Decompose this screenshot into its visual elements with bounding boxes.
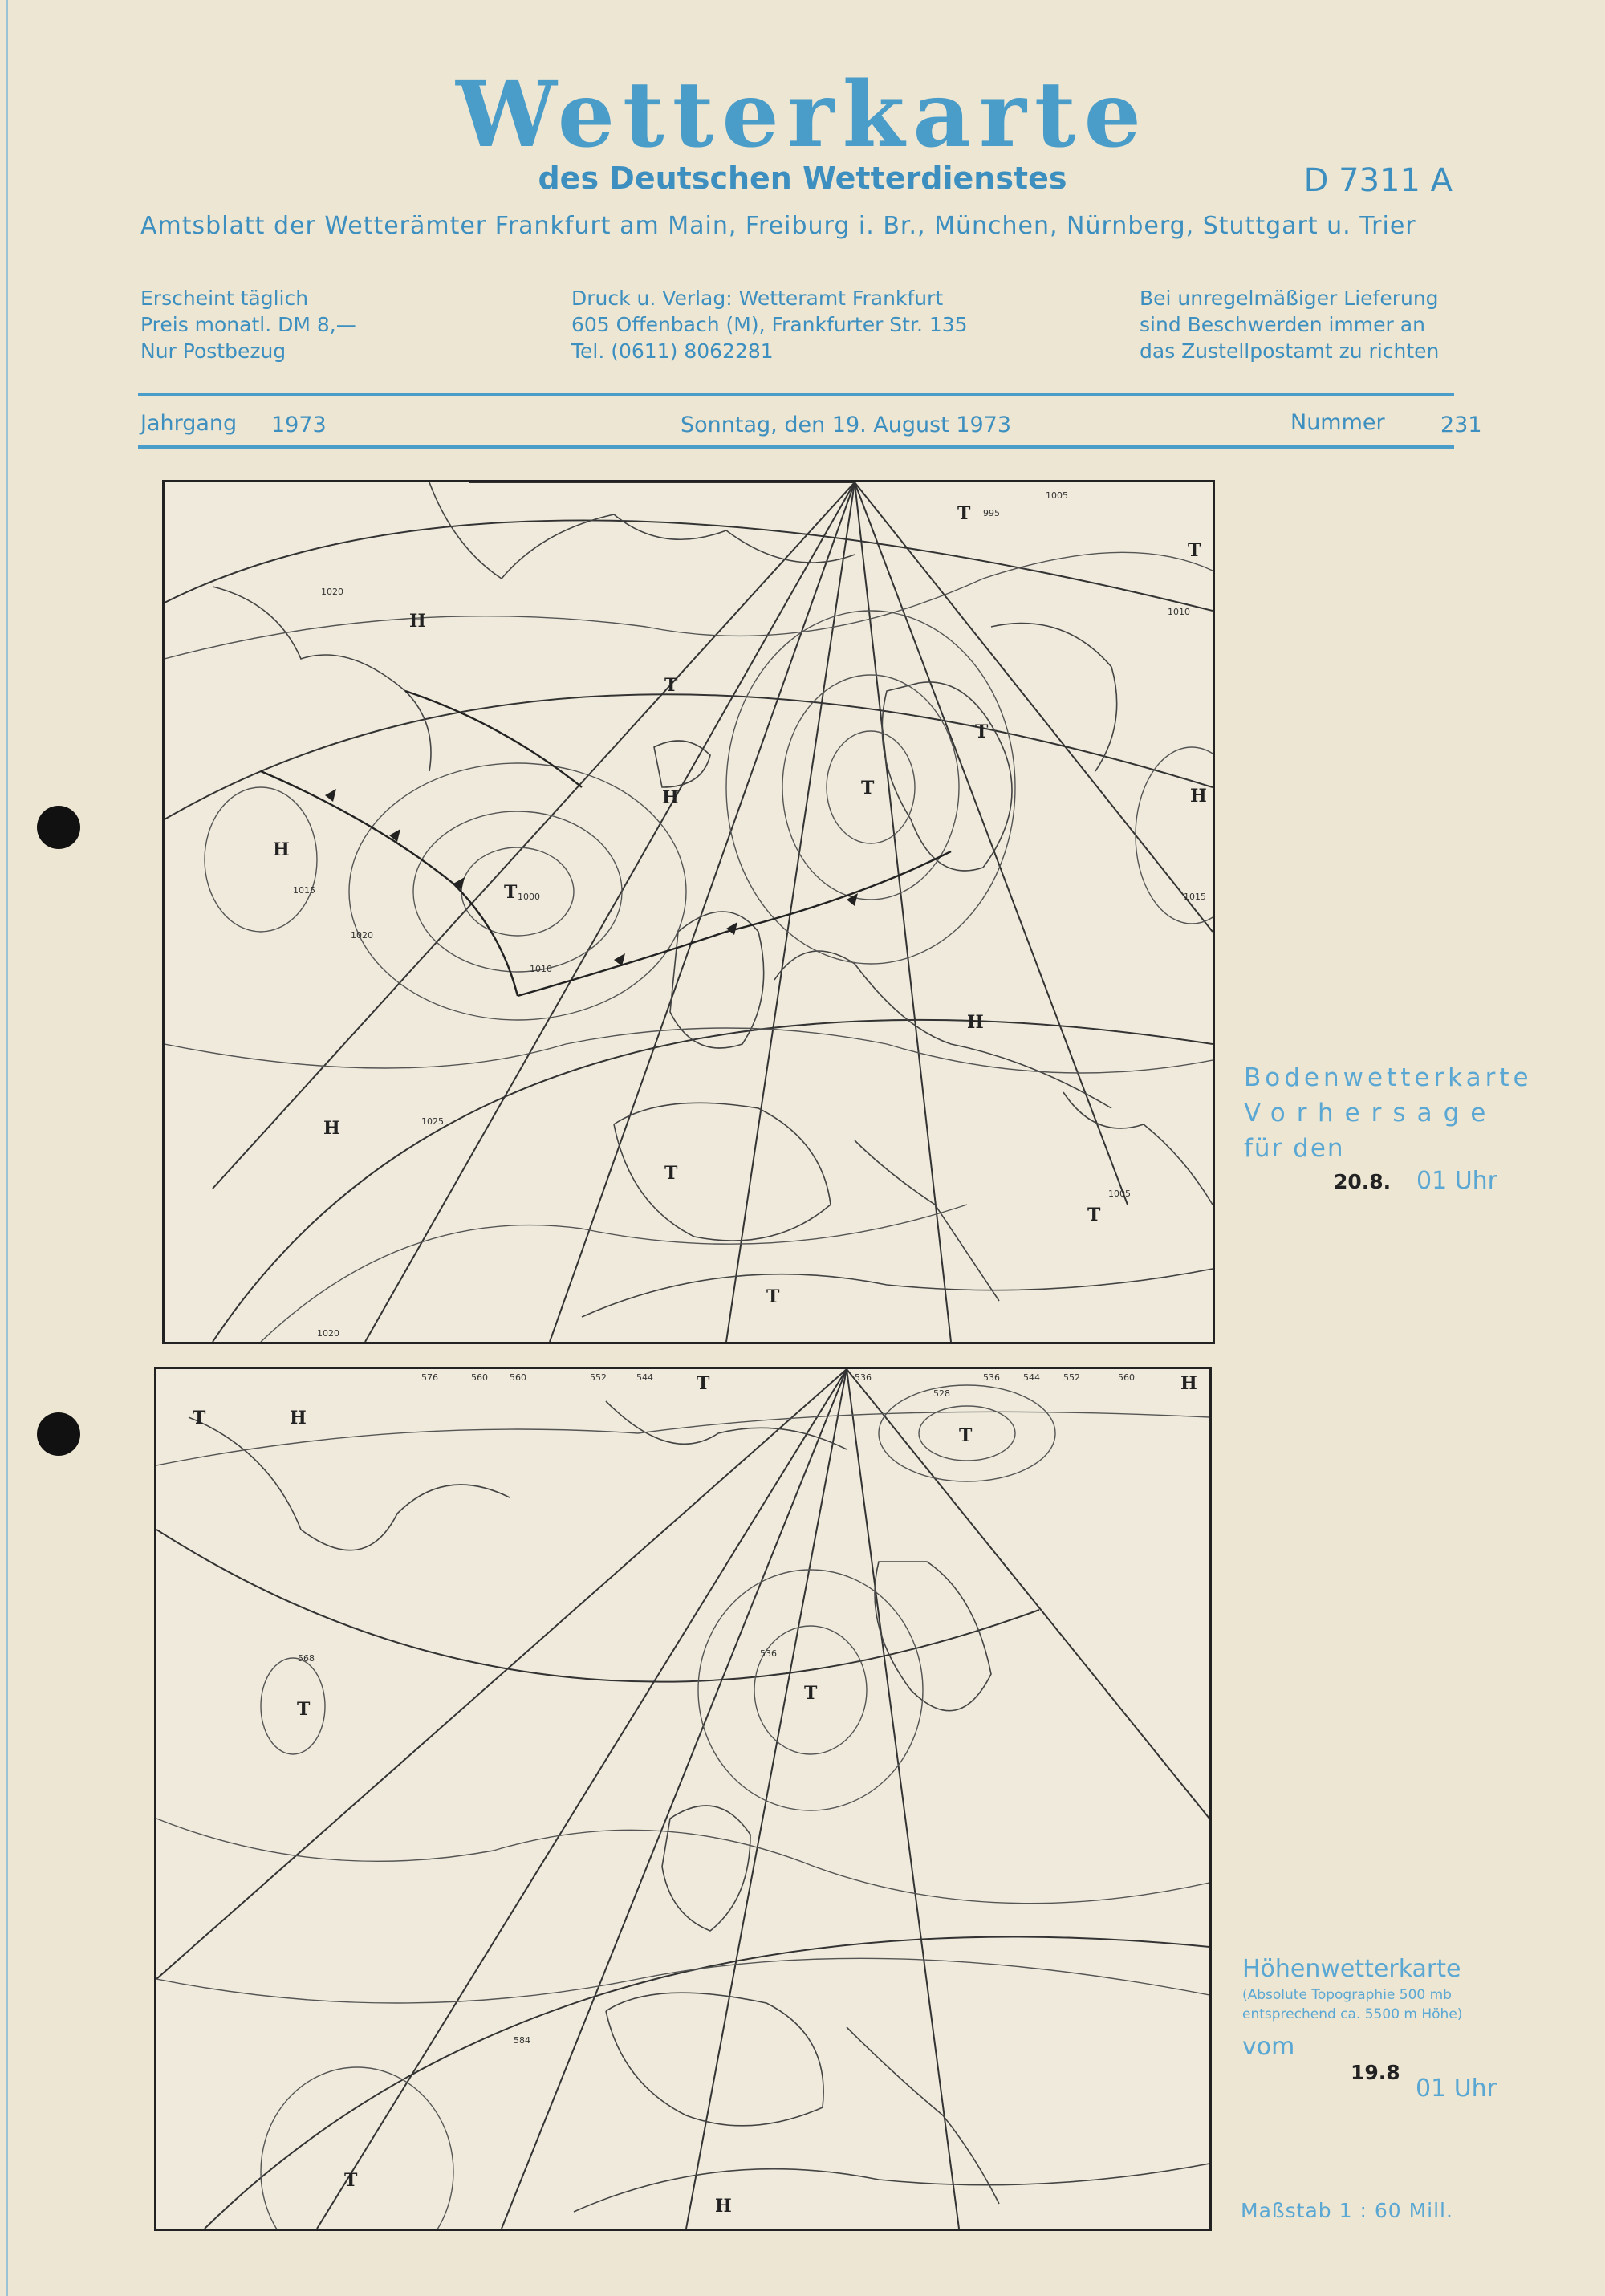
info-line: Preis monatl. DM 8,— <box>140 313 356 336</box>
nummer-label: Nummer <box>1290 410 1385 435</box>
isobar-label: 1015 <box>1184 892 1206 902</box>
isobar-label: 1010 <box>1168 607 1190 617</box>
low-pressure-symbol: T <box>193 1408 206 1428</box>
height-contour <box>156 1958 1209 2003</box>
front-line <box>405 691 582 787</box>
contour-label: 584 <box>514 2035 530 2046</box>
high-pressure-symbol: H <box>967 1012 984 1033</box>
high-pressure-symbol: H <box>409 611 426 632</box>
contour-label: 576 <box>421 1372 438 1383</box>
high-pressure-symbol: H <box>290 1408 307 1428</box>
low-pressure-symbol: T <box>861 778 875 799</box>
surface-map-title: Bodenwetterkarte <box>1244 1063 1533 1092</box>
info-line: 605 Offenbach (M), Frankfurter Str. 135 <box>571 313 968 336</box>
rule-top <box>138 393 1454 396</box>
front-line <box>261 771 518 996</box>
isobar <box>205 787 317 932</box>
meridian-line <box>726 482 855 1342</box>
coastline <box>662 1806 750 1931</box>
coastline <box>606 1401 847 1449</box>
high-pressure-symbol: H <box>323 1118 340 1139</box>
high-pressure-symbol: H <box>715 2196 732 2217</box>
low-pressure-symbol: T <box>664 1163 678 1184</box>
isobar <box>261 1205 967 1342</box>
upper-air-map <box>154 1367 1212 2231</box>
info-line: Erscheint täglich <box>140 286 309 310</box>
isobar <box>165 552 1213 659</box>
isobar <box>165 1028 1213 1073</box>
info-center <box>571 285 968 364</box>
info-line: das Zustellpostamt zu richten <box>1140 339 1440 363</box>
isobar-label: 1020 <box>321 587 343 597</box>
isobar-label: 1020 <box>317 1328 339 1339</box>
meridian-line <box>847 1369 1209 1819</box>
low-pressure-symbol: T <box>975 721 989 742</box>
low-pressure-symbol: T <box>297 1699 311 1720</box>
punch-hole-bottom <box>37 1412 80 1456</box>
coastline <box>606 1993 823 2126</box>
front-line <box>518 851 951 996</box>
coastline <box>429 482 855 579</box>
issue-date: Sonntag, den 19. August 1973 <box>681 412 1012 437</box>
contour-label: 568 <box>298 1653 315 1664</box>
surface-map-caption <box>1244 1060 1533 1166</box>
meridian-line <box>365 482 855 1342</box>
info-line: Bei unregelmäßiger Lieferung <box>1140 286 1439 310</box>
info-right <box>1140 285 1439 364</box>
margin-line <box>6 0 8 2296</box>
info-line: Druck u. Verlag: Wetteramt Frankfurt <box>571 286 944 310</box>
height-contour <box>261 2067 453 2229</box>
surface-map-subtitle: Vorhersage <box>1244 1099 1497 1128</box>
surface-map-for-label: für den <box>1244 1134 1345 1163</box>
height-contour <box>156 1819 1209 1904</box>
document-number: D 7311 A <box>1303 162 1453 199</box>
contour-label: 552 <box>1063 1372 1080 1383</box>
front-symbol <box>325 789 336 802</box>
high-pressure-symbol: H <box>273 839 290 860</box>
front-symbol <box>453 877 465 890</box>
contour-label: 536 <box>983 1372 1000 1383</box>
contour-label: 552 <box>590 1372 607 1383</box>
contour-label: 560 <box>1118 1372 1135 1383</box>
meridian-line <box>213 482 855 1189</box>
upper-map-time: 01 Uhr <box>1416 2075 1497 2103</box>
surface-map-time: 01 Uhr <box>1416 1167 1498 1195</box>
offices-line: Amtsblatt der Wetterämter Frankfurt am Main, Freiburg i. Br., München, Nürnberg, Stuttgart u. Trier <box>140 212 1416 240</box>
isobar-label: 1010 <box>530 964 552 974</box>
contour-label: 528 <box>933 1388 950 1399</box>
info-line: Nur Postbezug <box>140 339 286 363</box>
surface-map-drawing <box>165 482 1213 1342</box>
coastline <box>654 741 710 787</box>
front-symbol <box>726 922 737 935</box>
isobar-label: 1005 <box>1046 490 1068 501</box>
isobar-label: 1015 <box>293 885 315 896</box>
coastline <box>582 1269 1213 1317</box>
low-pressure-symbol: T <box>766 1286 780 1307</box>
isobar-label: 1005 <box>1108 1189 1131 1199</box>
upper-map-note-line: entsprechend ca. 5500 m Höhe) <box>1242 2006 1463 2022</box>
coastline <box>875 1562 991 1711</box>
meridian-line <box>502 1369 847 2229</box>
low-pressure-symbol: T <box>1087 1205 1101 1225</box>
meridian-line <box>550 482 855 1342</box>
isobar-label: 1020 <box>351 930 373 941</box>
surface-forecast-map <box>162 480 1215 1344</box>
high-pressure-symbol: H <box>1180 1373 1197 1394</box>
low-pressure-symbol: T <box>697 1373 710 1394</box>
high-pressure-symbol: H <box>662 787 679 808</box>
low-pressure-symbol: T <box>804 1683 818 1704</box>
parallel-line <box>156 1530 1039 1682</box>
surface-map-date: 20.8. <box>1334 1170 1392 1193</box>
low-pressure-symbol: T <box>664 675 678 696</box>
coastline <box>574 2164 1209 2212</box>
coastline <box>1063 1092 1213 1205</box>
info-left <box>140 285 356 364</box>
rule-bottom <box>138 445 1454 449</box>
contour-label: 560 <box>510 1372 526 1383</box>
meridian-line <box>847 1369 959 2229</box>
punch-hole-top <box>37 806 80 849</box>
coastline <box>855 1140 999 1301</box>
nummer-value: 231 <box>1440 412 1482 437</box>
contour-label: 544 <box>1023 1372 1040 1383</box>
isobar-label: 995 <box>983 508 1000 518</box>
low-pressure-symbol: T <box>1188 540 1201 561</box>
jahrgang-label: Jahrgang <box>140 411 238 436</box>
coastline <box>614 1103 831 1241</box>
map-scale: Maßstab 1 : 60 Mill. <box>1241 2199 1453 2222</box>
info-line: sind Beschwerden immer an <box>1140 313 1425 336</box>
coastline <box>213 587 431 771</box>
coastline <box>991 624 1117 771</box>
contour-label: 536 <box>855 1372 872 1383</box>
jahrgang-value: 1973 <box>271 412 327 437</box>
isobar-label: 1000 <box>518 892 540 902</box>
low-pressure-symbol: T <box>504 882 518 903</box>
contour-label: 560 <box>471 1372 488 1383</box>
contour-label: 544 <box>636 1372 653 1383</box>
upper-map-vom-label: vom <box>1242 2033 1295 2061</box>
upper-map-title: Höhenwetterkarte <box>1242 1955 1461 1983</box>
contour-label: 536 <box>760 1648 777 1659</box>
isobar-label: 1025 <box>421 1116 444 1127</box>
upper-map-note-line: (Absolute Topographie 500 mb <box>1242 1987 1452 2003</box>
masthead-title: Wetterkarte <box>456 63 1149 168</box>
upper-map-drawing <box>156 1369 1209 2229</box>
masthead-subtitle: des Deutschen Wetterdienstes <box>538 161 1067 196</box>
high-pressure-symbol: H <box>1190 786 1207 807</box>
low-pressure-symbol: T <box>344 2170 358 2191</box>
low-pressure-symbol: T <box>959 1425 973 1446</box>
height-contour <box>261 1658 325 1754</box>
upper-map-date: 19.8 <box>1351 2061 1400 2084</box>
low-pressure-symbol: T <box>957 503 971 524</box>
info-line: Tel. (0611) 8062281 <box>571 339 774 363</box>
meridian-line <box>156 1369 847 1979</box>
upper-map-note <box>1242 1985 1462 2024</box>
parallel-line <box>165 520 1213 611</box>
meridian-line <box>855 482 1213 932</box>
